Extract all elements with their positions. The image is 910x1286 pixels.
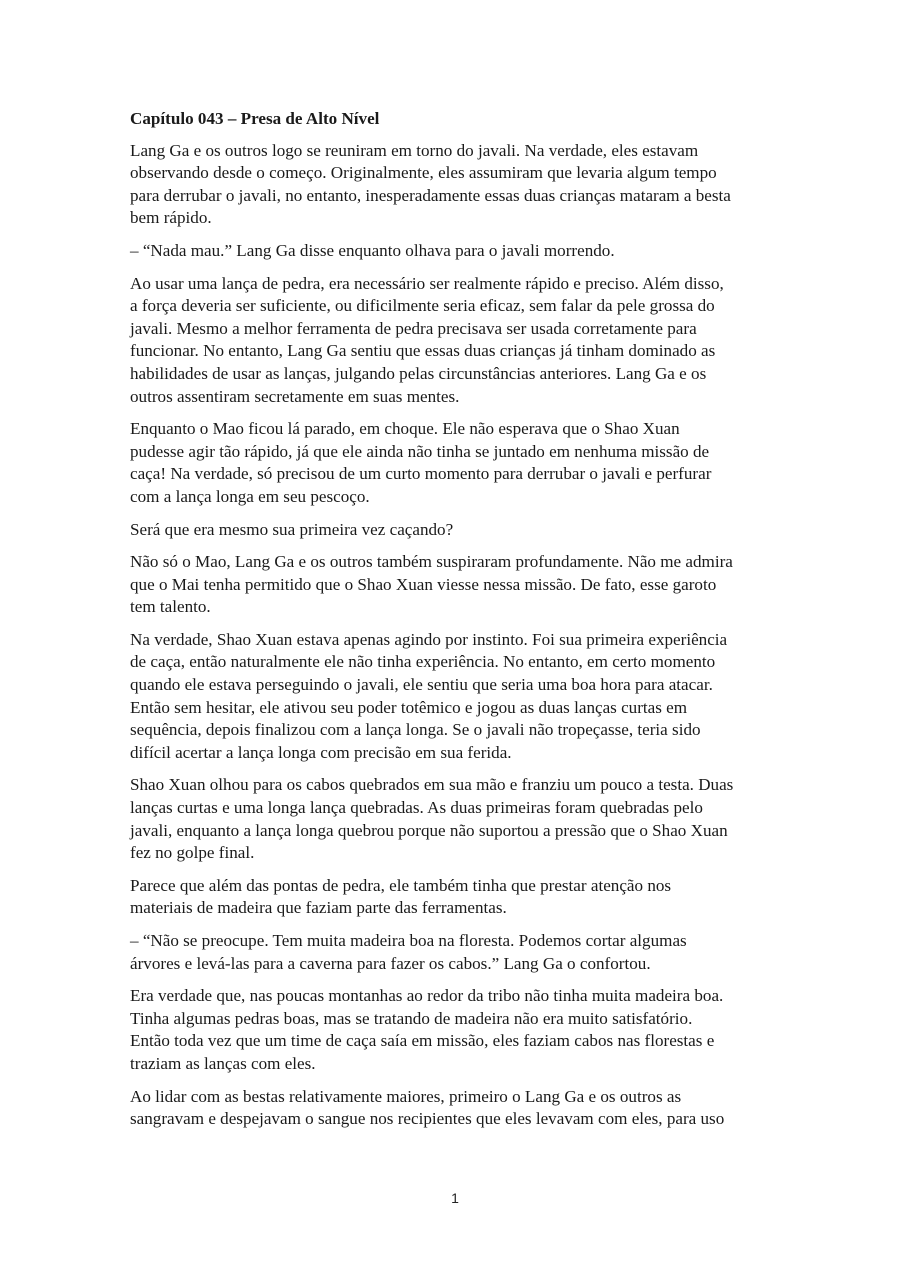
document-body: [130, 108, 785, 1141]
paragraph: Não só o Mao, Lang Ga e os outros também suspiraram profundamente. Não me admira que o Mai tenha permitido que o Shao Xuan viesse nessa missão. De fato, esse garoto tem talento.: [130, 552, 733, 617]
chapter-title: Capítulo 043 – Presa de Alto Nível: [130, 109, 380, 128]
paragraph: – “Nada mau.” Lang Ga disse enquanto olhava para o javali morrendo.: [130, 240, 615, 260]
paragraph: Lang Ga e os outros logo se reuniram em torno do javali. Na verdade, eles estavam observando desde o começo. Originalmente, eles assumiram que levaria algum tempo para derrubar o javali, no entanto, inesperadamente essas duas crianças mataram a besta bem rápido.: [130, 140, 731, 228]
paragraph: – “Não se preocupe. Tem muita madeira boa na floresta. Podemos cortar algumas árvores e levá-las para a caverna para fazer os cabos.” Lang Ga o confortou.: [130, 931, 687, 973]
paragraph: Na verdade, Shao Xuan estava apenas agindo por instinto. Foi sua primeira experiência de caça, então naturalmente ele não tinha experiência. No entanto, em certo momento quando ele estava perseguindo o javali, ele sentiu que seria uma boa hora para atacar. Então sem hesitar, ele ativou seu poder totêmico e jogou as duas lanças curtas em sequência, depois finalizou com a lança longa. Se o javali não tropeçasse, teria sido difícil acertar a lança longa com precisão em sua ferida.: [130, 629, 728, 762]
paragraph: Parece que além das pontas de pedra, ele também tinha que prestar atenção nos materiais de madeira que faziam parte das ferramentas.: [130, 875, 672, 918]
page-number: 1: [451, 1190, 459, 1206]
paragraph: Será que era mesmo sua primeira vez caçando?: [130, 519, 454, 539]
paragraph: Ao lidar com as bestas relativamente maiores, primeiro o Lang Ga e os outros as sangravam e despejavam o sangue nos recipientes que eles levavam com eles, para uso: [130, 1086, 725, 1129]
paragraph: Era verdade que, nas poucas montanhas ao redor da tribo não tinha muita madeira boa. Tinha algumas pedras boas, mas se tratando de madeira não era muito satisfatório. Então toda vez que um time de caça saía em missão, eles faziam cabos nas florestas e traziam as lanças com eles.: [130, 986, 724, 1073]
paragraph: Enquanto o Mao ficou lá parado, em choque. Ele não esperava que o Shao Xuan pudesse agir tão rápido, já que ele ainda não tinha se juntado em nenhuma missão de caça! Na verdade, só precisou de um curto momento para derrubar o javali e perfurar com a lança longa em seu pescoço.: [130, 419, 712, 506]
paragraph: Shao Xuan olhou para os cabos quebrados em sua mão e franziu um pouco a testa. Duas lanças curtas e uma longa lança quebradas. As duas primeiras foram quebradas pelo javali, enquanto a lança longa quebrou porque não suportou a pressão que o Shao Xuan fez no golpe final.: [130, 775, 734, 863]
paragraph: Ao usar uma lança de pedra, era necessário ser realmente rápido e preciso. Além disso, a força deveria ser suficiente, ou dificilmente seria eficaz, sem falar da pele grossa do javali. Mesmo a melhor ferramenta de pedra precisava ser usada corretamente para funcionar. No entanto, Lang Ga sentiu que essas duas crianças já tinham dominado as habilidades de usar as lanças, julgando pelas circunstâncias anteriores. Lang Ga e os outros assentiram secretamente em suas mentes.: [130, 273, 724, 406]
